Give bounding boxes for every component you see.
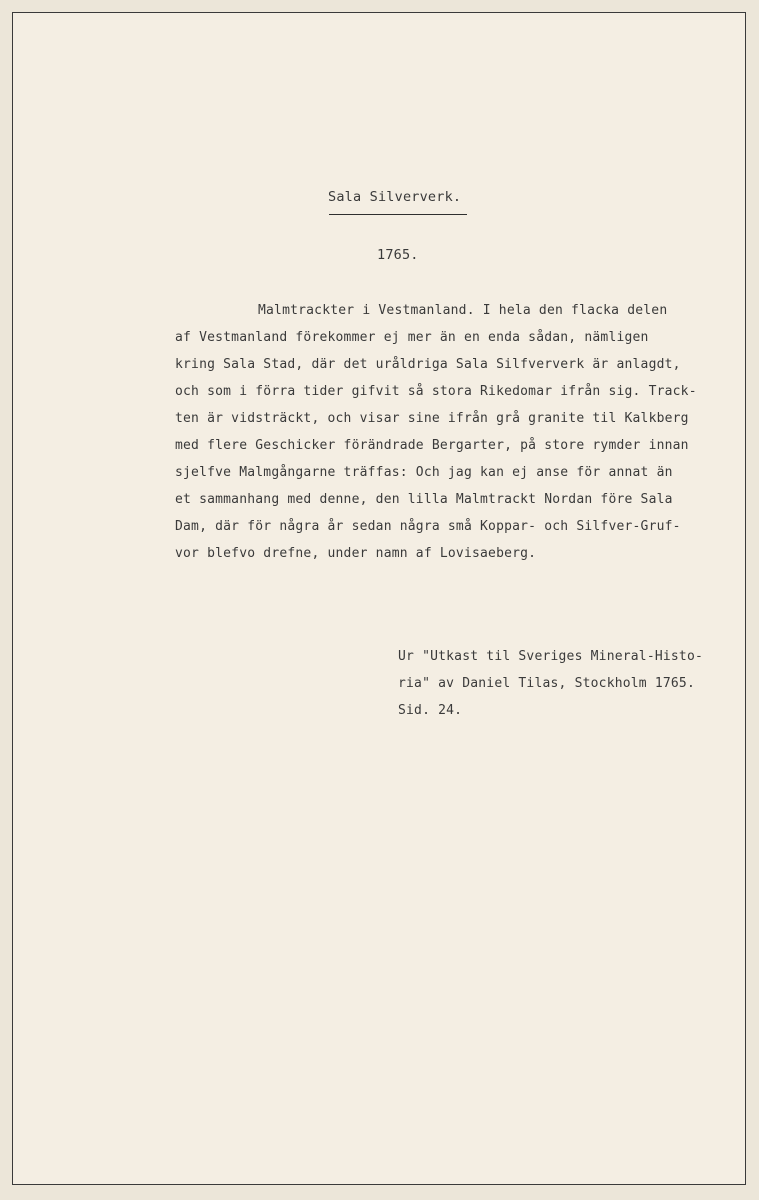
title-underline [329,214,467,215]
citation-line: Ur "Utkast til Sveriges Mineral-Histo- [398,649,704,664]
paragraph-line: Dam, där för några år sedan några små Koppar- och Silfver-Gruf- [175,519,681,534]
paragraph-line: ten är vidsträckt, och visar sine ifrån grå granite til Kalkberg [175,411,689,426]
paragraph-line: af Vestmanland förekommer ej mer än en enda sådan, nämligen [175,330,649,345]
paragraph-line: och som i förra tider gifvit så stora Rikedomar ifrån sig. Track- [175,384,697,399]
paragraph-line: vor blefvo drefne, under namn af Lovisaeberg. [175,546,537,561]
citation-line: ria" av Daniel Tilas, Stockholm 1765. [398,676,695,691]
paragraph-line: sjelfve Malmgångarne träffas: Och jag kan ej anse för annat än [175,465,673,480]
paragraph-line: med flere Geschicker förändrade Bergarter, på store rymder innan [175,438,689,453]
document-title: Sala Silververk. [328,189,462,205]
document-page [12,12,746,1185]
document-year: 1765. [377,247,419,263]
citation-line: Sid. 24. [398,703,463,718]
paragraph-line: et sammanhang med denne, den lilla Malmtrackt Nordan före Sala [175,492,673,507]
paragraph-line: kring Sala Stad, där det uråldriga Sala Silfververk är anlagdt, [175,357,681,372]
paragraph-line: Malmtrackter i Vestmanland. I hela den flacka delen [258,303,668,318]
